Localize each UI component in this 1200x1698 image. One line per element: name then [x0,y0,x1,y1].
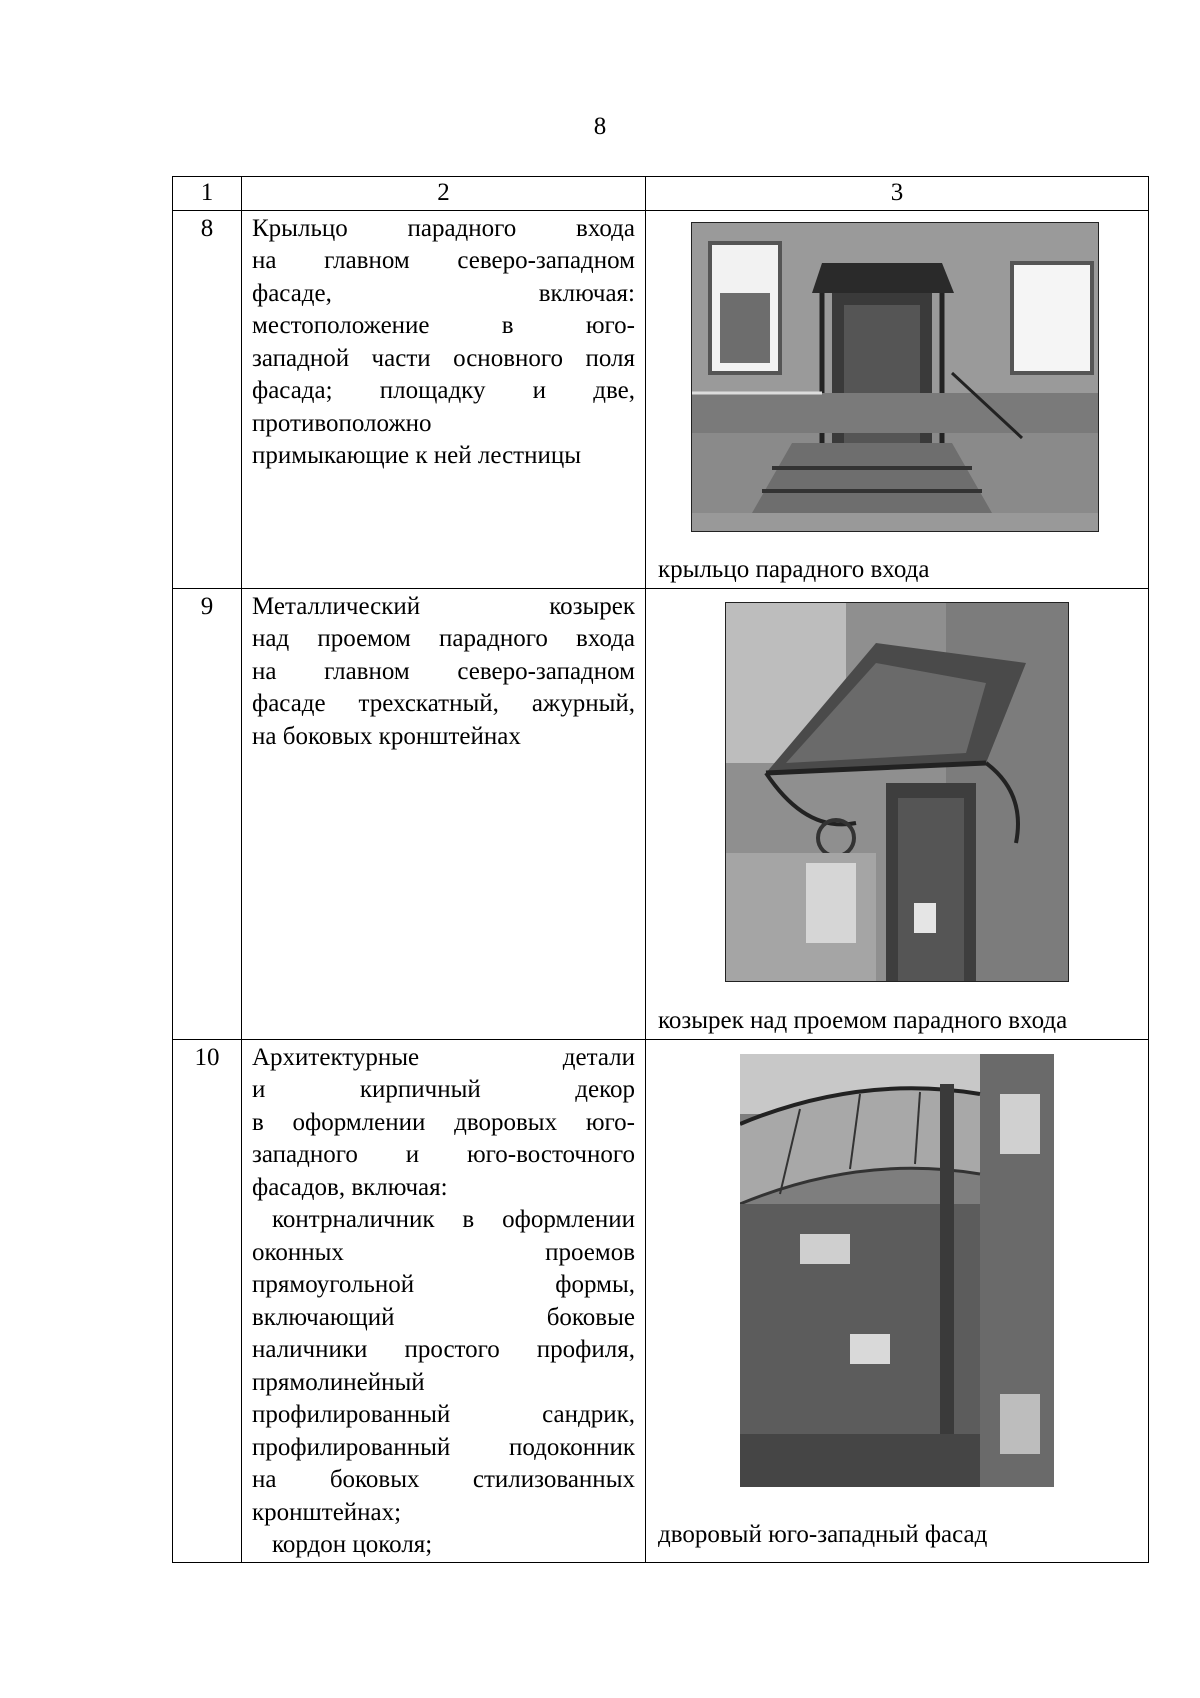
description-line: примыкающие к ней лестницы [252,442,582,469]
description-line: фасаде трехскатный, ажурный, [252,690,635,717]
description-line: кронштейнах; [252,1498,402,1526]
row-number: 10 [173,1039,242,1562]
row-number: 8 [173,210,242,588]
description-line: западного и юго-восточного [252,1141,635,1168]
document-table [172,176,1149,1563]
description-line: фасада; площадку и две, [252,377,635,404]
description-line: Архитектурные детали [252,1043,635,1071]
description-line: прямоугольной формы, [252,1271,635,1298]
description-line: на главном северо-западном [252,247,635,274]
description-line: Крыльцо парадного входа [252,214,635,242]
table-row [173,1039,1149,1562]
description-line: над проемом парадного входа [252,625,635,652]
column-header-1: 1 [173,177,242,211]
description-line: профилированный подоконник [252,1433,635,1461]
description-line: фасаде, включая: [252,279,635,307]
description-line: в оформлении дворовых юго- [252,1108,635,1136]
row-description [242,1039,646,1562]
row-photo-cell [646,1039,1149,1562]
courtyard-facade-photo [739,1053,1055,1488]
row-photo-cell [646,588,1149,1039]
description-line: фасадов, включая: [252,1173,448,1201]
description-line: профилированный сандрик, [252,1401,635,1428]
photo-caption: козырек над проемом парадного входа [658,1006,1068,1034]
table-row [173,588,1149,1039]
description-line: включающий боковые [252,1303,635,1331]
table-header-row [173,177,1149,211]
description-line: на боковых кронштейнах [252,722,521,750]
description-line: контрналичник в оформлении [272,1206,635,1233]
description-line: местоположение в юго- [252,312,635,339]
description-line: на боковых стилизованных [252,1466,635,1493]
description-line: прямолинейный [252,1368,425,1396]
row-description [242,210,646,588]
description-line: кордон цоколя; [272,1531,433,1558]
description-line: наличники простого профиля, [252,1336,635,1363]
table-row [173,210,1149,588]
description-line: противоположно [252,409,432,437]
row-description [242,588,646,1039]
metal-canopy-photo [725,602,1069,982]
row-number: 9 [173,588,242,1039]
description-line: на главном северо-западном [252,657,635,685]
entrance-porch-photo [691,222,1099,532]
row-photo-cell [646,210,1149,588]
description-line: Металлический козырек [252,592,635,620]
description-line: и кирпичный декор [252,1076,635,1103]
column-header-2: 2 [242,177,646,211]
description-line: западной части основного поля [252,344,635,372]
page-number: 8 [593,113,607,140]
description-line: оконных проемов [252,1238,635,1266]
photo-caption: дворовый юго-западный фасад [658,1520,988,1548]
photo-caption: крыльцо парадного входа [658,555,930,583]
column-header-3: 3 [646,177,1149,211]
